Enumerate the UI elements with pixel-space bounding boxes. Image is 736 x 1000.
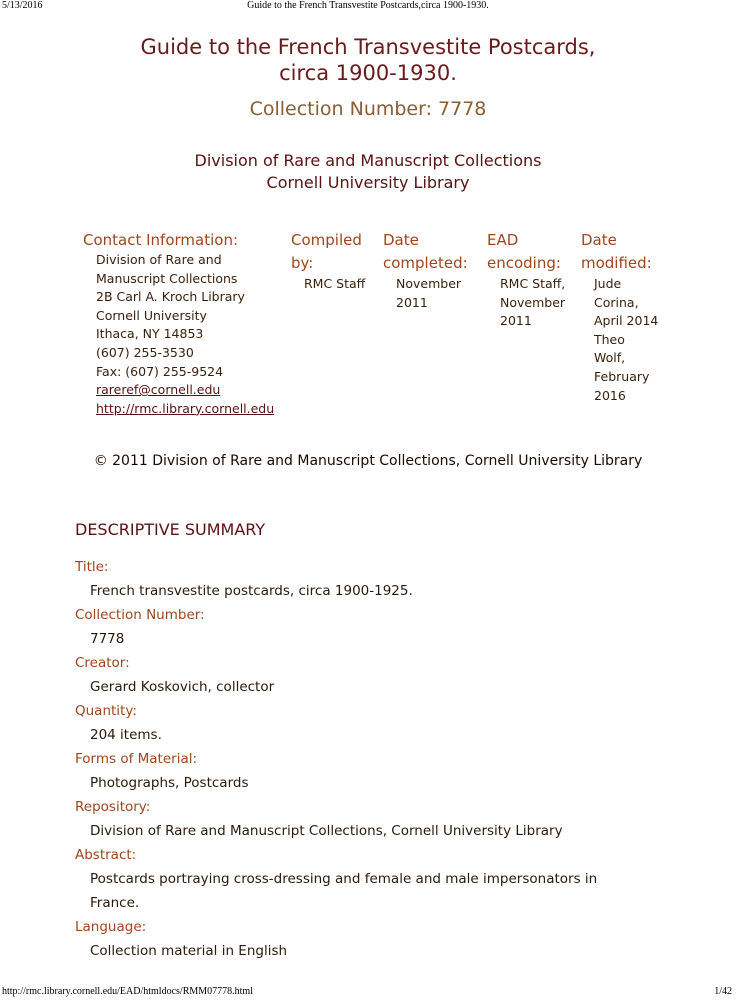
date-modified-heading [581,229,652,275]
contact-block [96,251,274,418]
summary-label: Quantity: [75,703,137,719]
value-line: November [500,294,566,310]
heading-line: encoding: [487,254,561,272]
summary-value: French transvestite postcards, circa 1900-1925. [90,583,413,599]
heading-line: EAD [487,231,519,249]
summary-value: 204 items. [90,727,162,743]
contact-line: (607) 255-3530 [96,344,194,360]
contact-line: 2B Carl A. Kroch Library [96,289,245,305]
compiled-by-value [304,275,365,294]
summary-value: 7778 [90,631,125,647]
value-line: Wolf, [594,350,626,366]
value-line: Jude [594,276,622,291]
compiled-by-heading [291,229,362,275]
print-date: 5/13/2016 [2,0,43,11]
email-link[interactable]: rareref@cornell.edu [96,382,221,398]
title-line-1: Guide to the French Transvestite Postcards, [140,35,596,59]
descriptive-summary-heading: DESCRIPTIVE SUMMARY [75,520,266,539]
heading-line: Date [581,231,617,249]
value-line: RMC Staff, [500,276,566,291]
summary-value: Collection material in English [90,943,288,959]
copyright-notice: © 2011 Division of Rare and Manuscript Collections, Cornell University Library [93,453,643,469]
summary-label: Abstract: [75,847,137,863]
heading-line: modified: [581,254,652,272]
website-link[interactable]: http://rmc.library.cornell.edu [96,400,275,416]
contact-line: Division of Rare and [96,252,222,267]
collection-number-heading: Collection Number: 7778 [249,98,487,120]
summary-label: Collection Number: [75,607,205,623]
title-line-2: circa 1900-1930. [279,61,457,85]
summary-value: Photographs, Postcards [90,775,249,791]
page-number: 1/42 [714,986,732,997]
value-line: April 2014 [594,313,659,329]
value-line: RMC Staff [304,276,366,291]
descriptive-summary [75,555,675,963]
heading-line: Date [383,231,419,249]
library-name: Cornell University Library [266,173,470,192]
value-line: Theo [594,331,625,347]
contact-line: Ithaca, NY 14853 [96,326,204,342]
institution-block [40,150,696,194]
heading-line: by: [291,254,314,272]
contact-line: Cornell University [96,307,207,323]
summary-label: Language: [75,919,147,935]
print-url: http://rmc.library.cornell.edu/EAD/htmldocs/RMM07778.html [2,986,253,997]
value-line: Corina, [594,294,639,310]
division-name: Division of Rare and Manuscript Collections [194,151,542,170]
summary-label: Creator: [75,655,130,671]
value-line: November [396,276,462,291]
contact-line: Fax: (607) 255-9524 [96,363,224,379]
date-completed-heading [383,229,468,275]
value-line: 2011 [396,294,428,310]
summary-label: Forms of Material: [75,751,198,767]
page-title [40,34,696,86]
ead-encoding-value [500,275,565,331]
ead-encoding-heading [487,229,561,275]
date-completed-value [396,275,461,312]
print-title: Guide to the French Transvestite Postcards,circa 1900-1930. [247,0,489,11]
value-line: 2016 [594,387,626,403]
contact-line: Manuscript Collections [96,270,238,286]
summary-value: Gerard Koskovich, collector [90,679,275,695]
value-line: 2011 [500,313,532,329]
contact-heading: Contact Information: [83,231,239,249]
summary-value: Postcards portraying cross-dressing and female and male impersonators in France. [90,871,598,911]
print-footer [0,986,736,1000]
summary-value: Division of Rare and Manuscript Collections, Cornell University Library [90,823,563,839]
summary-label: Repository: [75,799,151,815]
date-modified-value [594,275,658,405]
value-line: February [594,368,650,384]
summary-label: Title: [75,559,109,575]
heading-line: completed: [383,254,468,272]
print-header [0,0,736,14]
heading-line: Compiled [291,231,362,249]
